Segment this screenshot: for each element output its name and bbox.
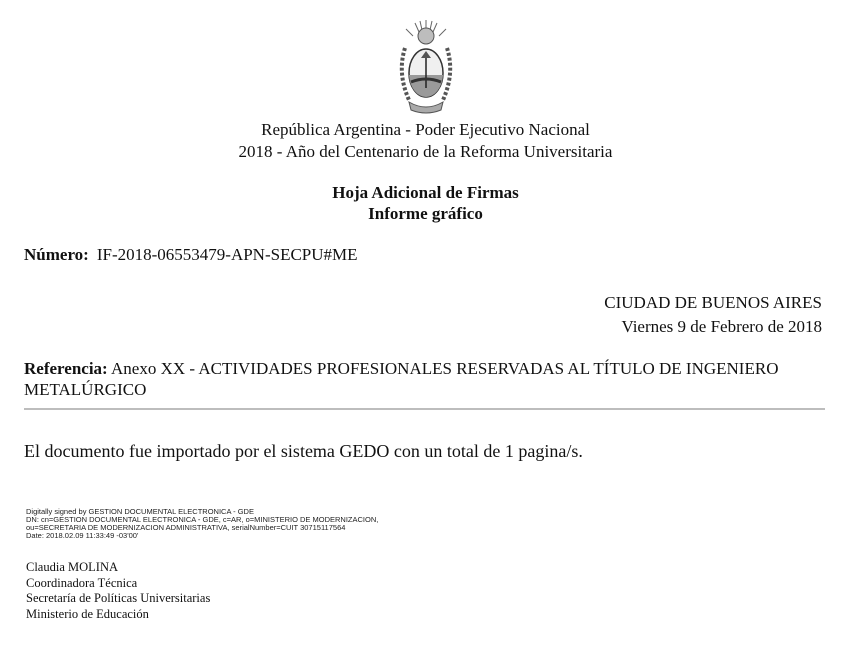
body-text: El documento fue importado por el sistema GEDO con un total de 1 pagina/s. [24, 441, 583, 461]
header-line-2: 2018 - Año del Centenario de la Reforma Universitaria [238, 142, 613, 161]
reference-label: Referencia: [24, 359, 108, 378]
document-number [24, 245, 358, 265]
reference [24, 358, 804, 400]
document-title: Hoja Adicional de Firmas [332, 183, 519, 202]
divider [24, 408, 825, 410]
place-date: Viernes 9 de Febrero de 2018 [621, 317, 822, 336]
number-value: IF-2018-06553479-APN-SECPU#ME [96, 245, 358, 264]
signature-line: ou=SECRETARIA DE MODERNIZACION ADMINISTRATIVA, serialNumber=CUIT 30715117564 [26, 523, 346, 532]
signer-name: Claudia MOLINA [26, 560, 118, 574]
signer-block [26, 560, 210, 622]
place-city: CIUDAD DE BUENOS AIRES [604, 293, 822, 312]
signature-line: DN: cn=GESTION DOCUMENTAL ELECTRONICA - GDE, c=AR, o=MINISTERIO DE MODERNIZACION, [26, 515, 379, 524]
signer-ministry: Ministerio de Educación [26, 606, 149, 621]
header-line-1: República Argentina - Poder Ejecutivo Nacional [261, 120, 590, 139]
signature-line: Date: 2018.02.09 11:33:49 -03'00' [26, 531, 139, 540]
signature-line: Digitally signed by GESTION DOCUMENTAL ELECTRONICA - GDE [26, 507, 254, 516]
coat-of-arms-icon [391, 18, 461, 118]
number-label: Número: [24, 245, 89, 264]
reference-text: Anexo XX - ACTIVIDADES PROFESIONALES RESERVADAS AL TÍTULO DE INGENIERO METALÚRGICO [24, 359, 779, 399]
signer-unit: Secretaría de Políticas Universitarias [26, 591, 211, 605]
document-subtitle: Informe gráfico [368, 204, 483, 223]
digital-signature-details [26, 508, 378, 540]
signer-role: Coordinadora Técnica [26, 575, 138, 590]
